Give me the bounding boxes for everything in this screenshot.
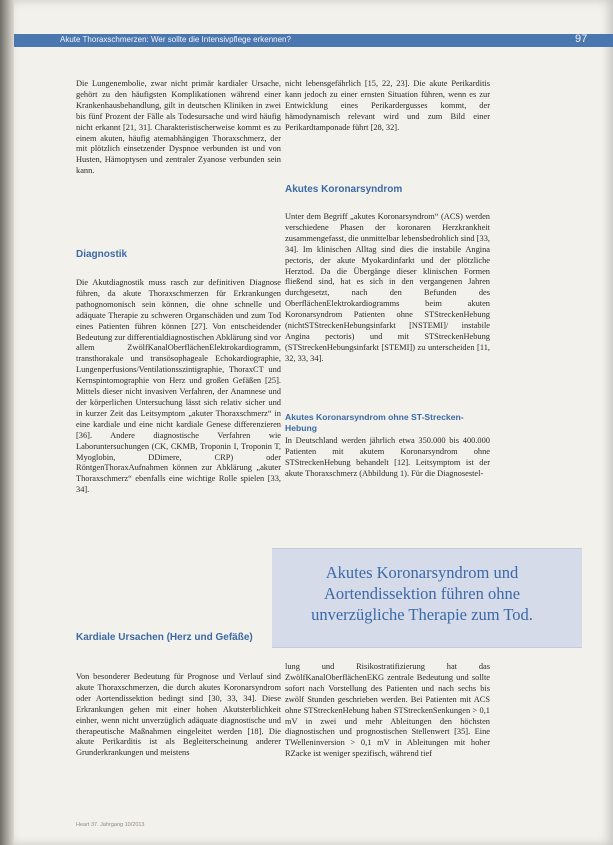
kardiale-text-block (76, 672, 281, 759)
akutes-koronarsyndrom-heading: Akutes Koronarsyndrom (285, 184, 403, 195)
continuation-paragraph: nicht lebensgefährlich [15, 22, 23]. Die akute Perikarditis kann jedoch zu einer ernsten Situation führen, wenn es zur Entwicklung eines Perikardergusses kommt, der hämodynamisch relevant wird und zum Bild einer Perikardtamponade führt [28, 32]. (285, 79, 490, 132)
acs-ohne-paragraph: In Deutschland werden jährlich etwa 350.000 bis 400.000 Patienten mit akutem Koronarsyndrom ohne STStreckenHebung behandelt [12]. Leitsymptom ist der akute Thoraxschmerz (Abbildung 1). Für die Diagnosestel- (285, 436, 490, 478)
diagnostik-text-block (76, 278, 281, 496)
page-spine-shadow (0, 0, 14, 845)
running-header-title: Akute Thoraxschmerzen: Wer sollte die Intensivpflege erkennen? (60, 35, 291, 44)
page-number: 97 (575, 33, 588, 45)
kardiale-ursachen-heading: Kardiale Ursachen (Herz und Gefäße) (76, 632, 253, 643)
continuation-text-block (285, 79, 490, 134)
pull-quote-text: Akutes Koronarsyndrom und Aortendissektion führen ohne unverzügliche Therapie zum Tod. (311, 563, 533, 624)
bottom-text-block (285, 662, 490, 760)
acs-paragraph: Unter dem Begriff „akutes Koronarsyndrom“ (ACS) werden verschiedene Phasen der koronaren Herzkrankheit zusammengefasst, die unmittelbar lebensbedrohlich sind [33, 34]. Im klinischen Alltag sind dies die instabile Angina pectoris, der akute Myokardinfarkt und der plötzliche Herztod. Da die Übergänge dieser klinischen Formen fließend sind, hat es sich in den vergangenen Jahren durchgesetzt, nach den Befunden des OberflächenElektrokardiogramms beim akuten Koronarsyndrom Patienten ohne STStreckenHebung (nichtSTStreckenHebungsinfarkt [NSTEMI]/ instabile Angina pectoris) und mit STStreckenHebung (STStreckenHebungsinfarkt [STEMI]) zu unterscheiden [11, 32, 33, 34]. (285, 212, 490, 363)
diagnostik-heading: Diagnostik (76, 249, 128, 260)
intro-text-block (76, 79, 281, 177)
acs-text-block (285, 212, 490, 365)
intro-paragraph: Die Lungenembolie, zwar nicht primär kardialer Ursache, gehört zu den häufigsten Komplikationen während einer Krankenhausbehandlung, gilt in deutschen Kliniken in zwei bis fünf Prozent der Fälle als Todesursache und wird häufig nicht erkannt [21, 31]. Charakteristischerweise kommt es zu einem akuten, häufig atemabhängigen Thoraxschmerz, der mit plötzlich einsetzender Dyspnoe verbunden ist und von Husten, Hämoptysen und zentraler Zyanose verbunden sein kann. (76, 79, 281, 176)
diagnostik-paragraph: Die Akutdiagnostik muss rasch zur definitiven Diagnose führen, da akute Thoraxschmerzen für Erkrankungen pathognomonisch sein können, die ohne schnelle und adäquate Therapie zu schweren Organschäden und zum Tod eines Patienten führen können [27]. Von entscheidender Bedeutung zur differentialdiagnostischen Abklärung sind vor allem ZwölfKanalOberflächenElektrokardiogramm, transthorakale und transösophageale Echokardiographie, Lungenperfusions/Ventilationsszintigraphie, ThoraxCT und Kernspintomographie von Herz und großen Gefäßen [25]. Mittels dieser nicht invasiven Verfahren, der Anamnese und der körperlichen Untersuchung lässt sich relativ sicher und in kurzer Zeit das Leitsymptom „akuter Thoraxschmerz“ in eine kardiale und eine nicht kardiale Genese differenzieren [36]. Andere diagnostische Verfahren wie Laboruntersuchungen (CK, CKMB, Troponin I, Troponin T, Myoglobin, DDimere, CRP) oder RöntgenThoraxAufnahmen können zur Abklärung „akuter Thoraxschmerz“ ebenfalls eine wichtige Rolle spielen [33, 34]. (76, 278, 281, 495)
acs-ohne-st-hebung-heading: Akutes Koronarsyndrom ohne ST-Strecken-Hebung (285, 412, 464, 433)
bottom-paragraph: lung und Risikostratifizierung hat das ZwölfKanalOberflächenEKG zentrale Bedeutung und sollte sofort nach Vorstellung des Patienten und nach sechs bis zwölf Stunden geschrieben werden. Bei Patienten mit ACS ohne STStreckenHebung haben STStreckenSenkungen > 0,1 mV in zwei und mehr Ableitungen den höchsten diagnostischen und prognostischen Stellenwert [35]. Eine TWelleninversion > 0,1 mV in Ableitungen mit hoher RZacke ist weniger spezifisch, während tief (285, 662, 490, 759)
acs-ohne-text-block (285, 436, 490, 480)
page-footer: Heart 37. Jahrgang 10/2013 (76, 822, 145, 828)
kardiale-paragraph: Von besonderer Bedeutung für Prognose und Verlauf sind akute Thoraxschmerzen, die durch akutes Koronarsyndrom oder Aortendissektion bedingt sind [30, 33, 34]. Diese Erkrankungen gehen mit einer hohen Akutsterblichkeit einher, wenn nicht unverzüglich adäquate diagnostische und therapeutische Maßnahmen eingeleitet werden [18]. Die akute Perikarditis ist als Begleiterscheinung anderer Grunderkrankungen und meistens (76, 672, 281, 758)
